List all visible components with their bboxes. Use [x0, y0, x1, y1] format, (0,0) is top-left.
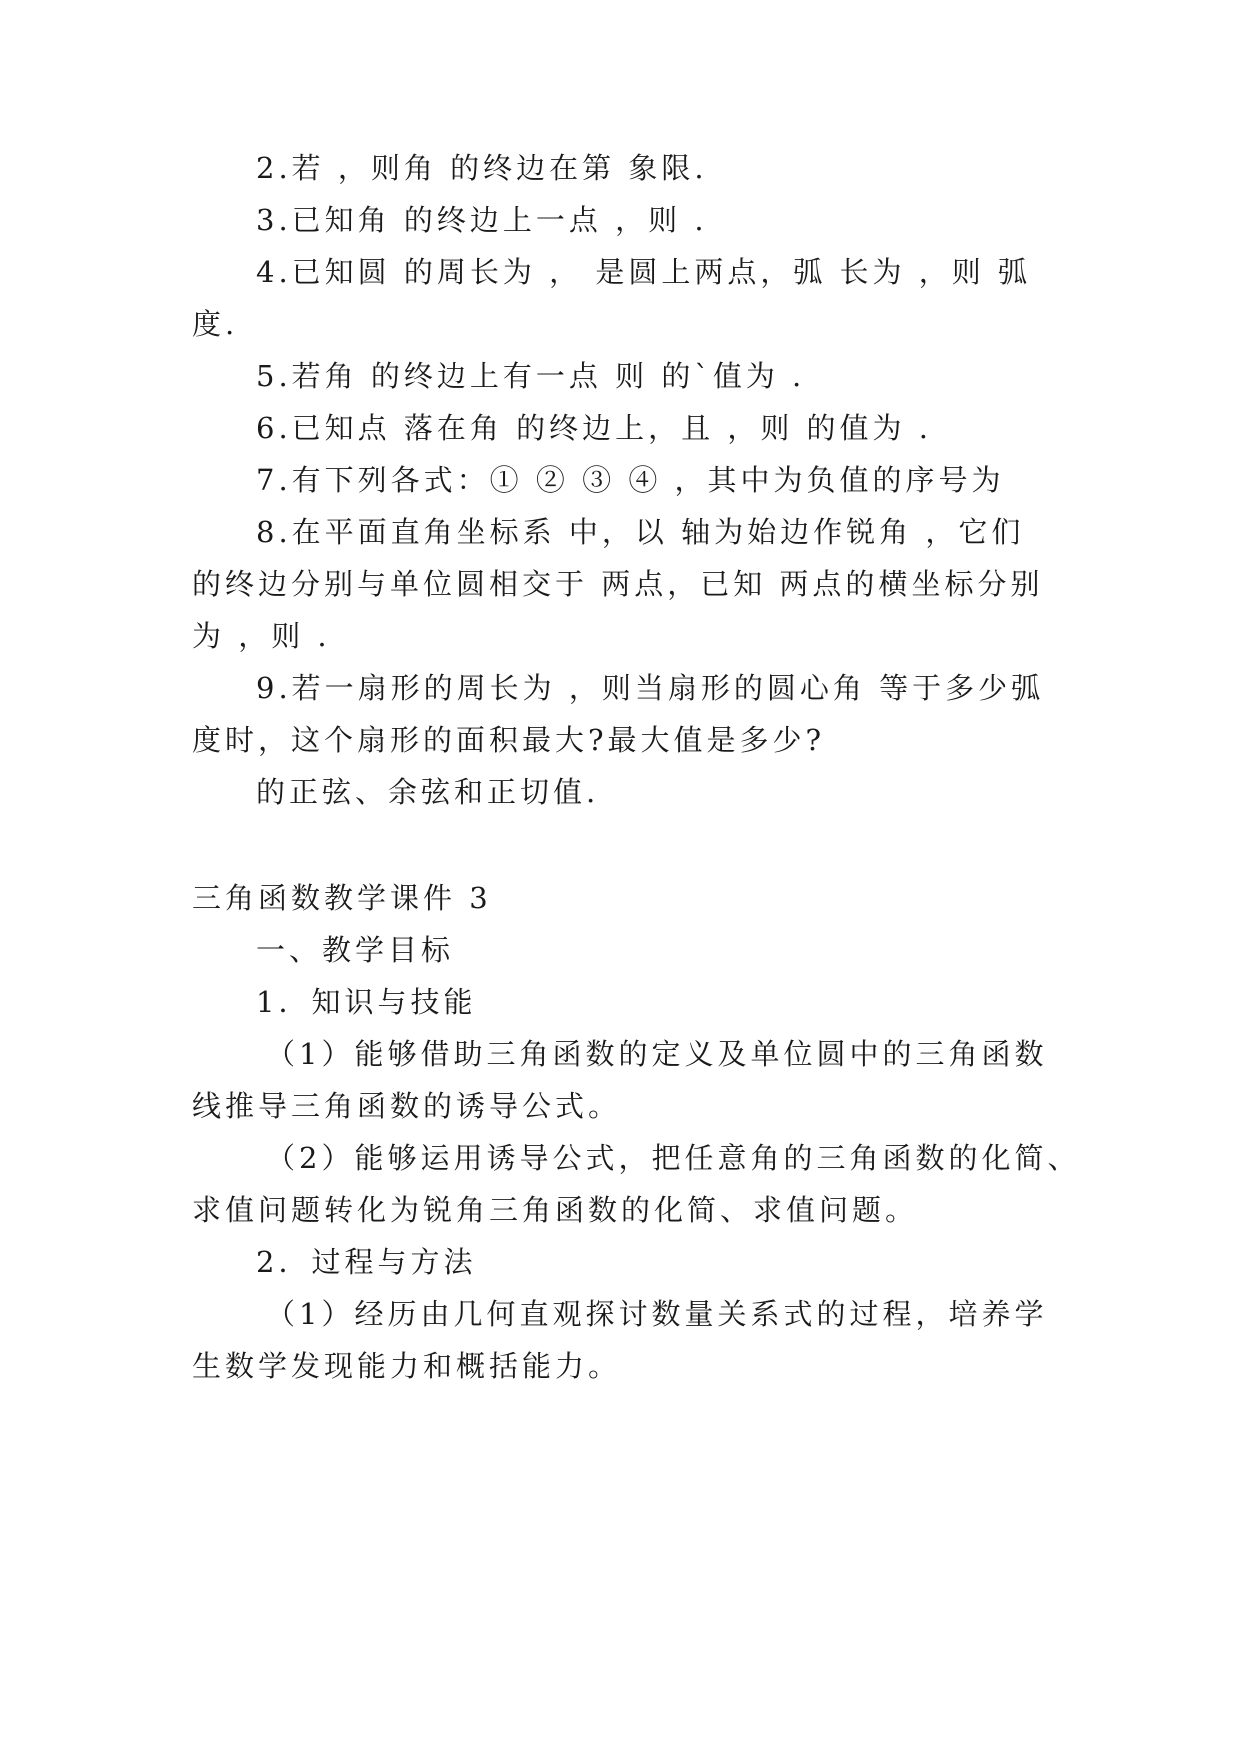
- goal-2-1-line-2: 生数学发现能力和概括能力。: [192, 1349, 622, 1383]
- question-6: 6.已知点 落在角 的终边上，且 ，则 的值为 .: [256, 411, 932, 445]
- question-8-line-1: 8.在平面直角坐标系 中，以 轴为始边作锐角 ，它们: [256, 515, 1025, 549]
- question-7: 7.有下列各式：① ② ③ ④ ，其中为负值的序号为: [256, 463, 1005, 497]
- question-4-line-1: 4.已知圆 的周长为 ， 是圆上两点，弧 长为 ，则 弧: [256, 255, 1031, 289]
- document-page: [192, 0, 1081, 1754]
- goal-2-1-line-1: （1）经历由几何直观探讨数量关系式的过程，培养学: [266, 1297, 1048, 1331]
- question-9-line-1: 9.若一扇形的周长为 ，则当扇形的圆心角 等于多少弧: [256, 671, 1045, 705]
- subheading-knowledge-skills: 1．知识与技能: [256, 985, 477, 1019]
- question-5: 5.若角 的终边上有一点 则 的`值为 .: [256, 359, 806, 393]
- question-2: 2.若 ，则角 的终边在第 象限.: [256, 151, 708, 185]
- question-9-line-2: 度时，这个扇形的面积最大?最大值是多少?: [192, 723, 826, 757]
- section-title: 三角函数教学课件 3: [192, 881, 492, 915]
- question-8-line-2: 的终边分别与单位圆相交于 两点，已知 两点的横坐标分别: [192, 567, 1044, 601]
- heading-teaching-goals: 一、教学目标: [256, 933, 455, 967]
- subheading-process-methods: 2．过程与方法: [256, 1245, 477, 1279]
- question-4-line-2: 度.: [192, 307, 239, 341]
- goal-1-1-line-2: 线推导三角函数的诱导公式。: [192, 1089, 622, 1123]
- goal-1-2-line-1: （2）能够运用诱导公式，把任意角的三角函数的化简、: [266, 1141, 1081, 1175]
- question-8-line-3: 为 ，则 .: [192, 619, 331, 653]
- question-fragment: 的正弦、余弦和正切值.: [256, 775, 600, 809]
- question-3: 3.已知角 的终边上一点 ，则 .: [256, 203, 708, 237]
- goal-1-1-line-1: （1）能够借助三角函数的定义及单位圆中的三角函数: [266, 1037, 1048, 1071]
- goal-1-2-line-2: 求值问题转化为锐角三角函数的化简、求值问题。: [192, 1193, 919, 1227]
